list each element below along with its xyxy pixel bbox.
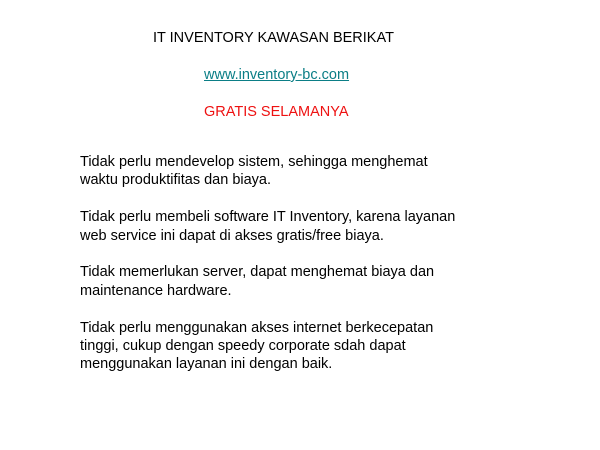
benefit-paragraph-4: Tidak perlu menggunakan akses internet berkecepatan tinggi, cukup dengan speedy corporate sdah dapat menggunakan layanan ini dengan baik. <box>80 319 434 373</box>
benefit-paragraph-3: Tidak memerlukan server, dapat menghemat biaya dan maintenance hardware. <box>80 264 435 299</box>
benefit-paragraph-2: Tidak perlu membeli software IT Inventory, karena layanan web service ini dapat di akses gratis/free biaya. <box>80 209 456 244</box>
document-title: IT INVENTORY KAWASAN BERIKAT <box>153 30 394 46</box>
benefit-paragraph-1: Tidak perlu mendevelop sistem, sehingga menghemat waktu produktifitas dan biaya. <box>80 154 428 189</box>
benefits-list <box>80 153 520 374</box>
promo-tagline: GRATIS SELAMANYA <box>204 104 349 120</box>
website-link[interactable]: www.inventory-bc.com <box>204 67 350 83</box>
